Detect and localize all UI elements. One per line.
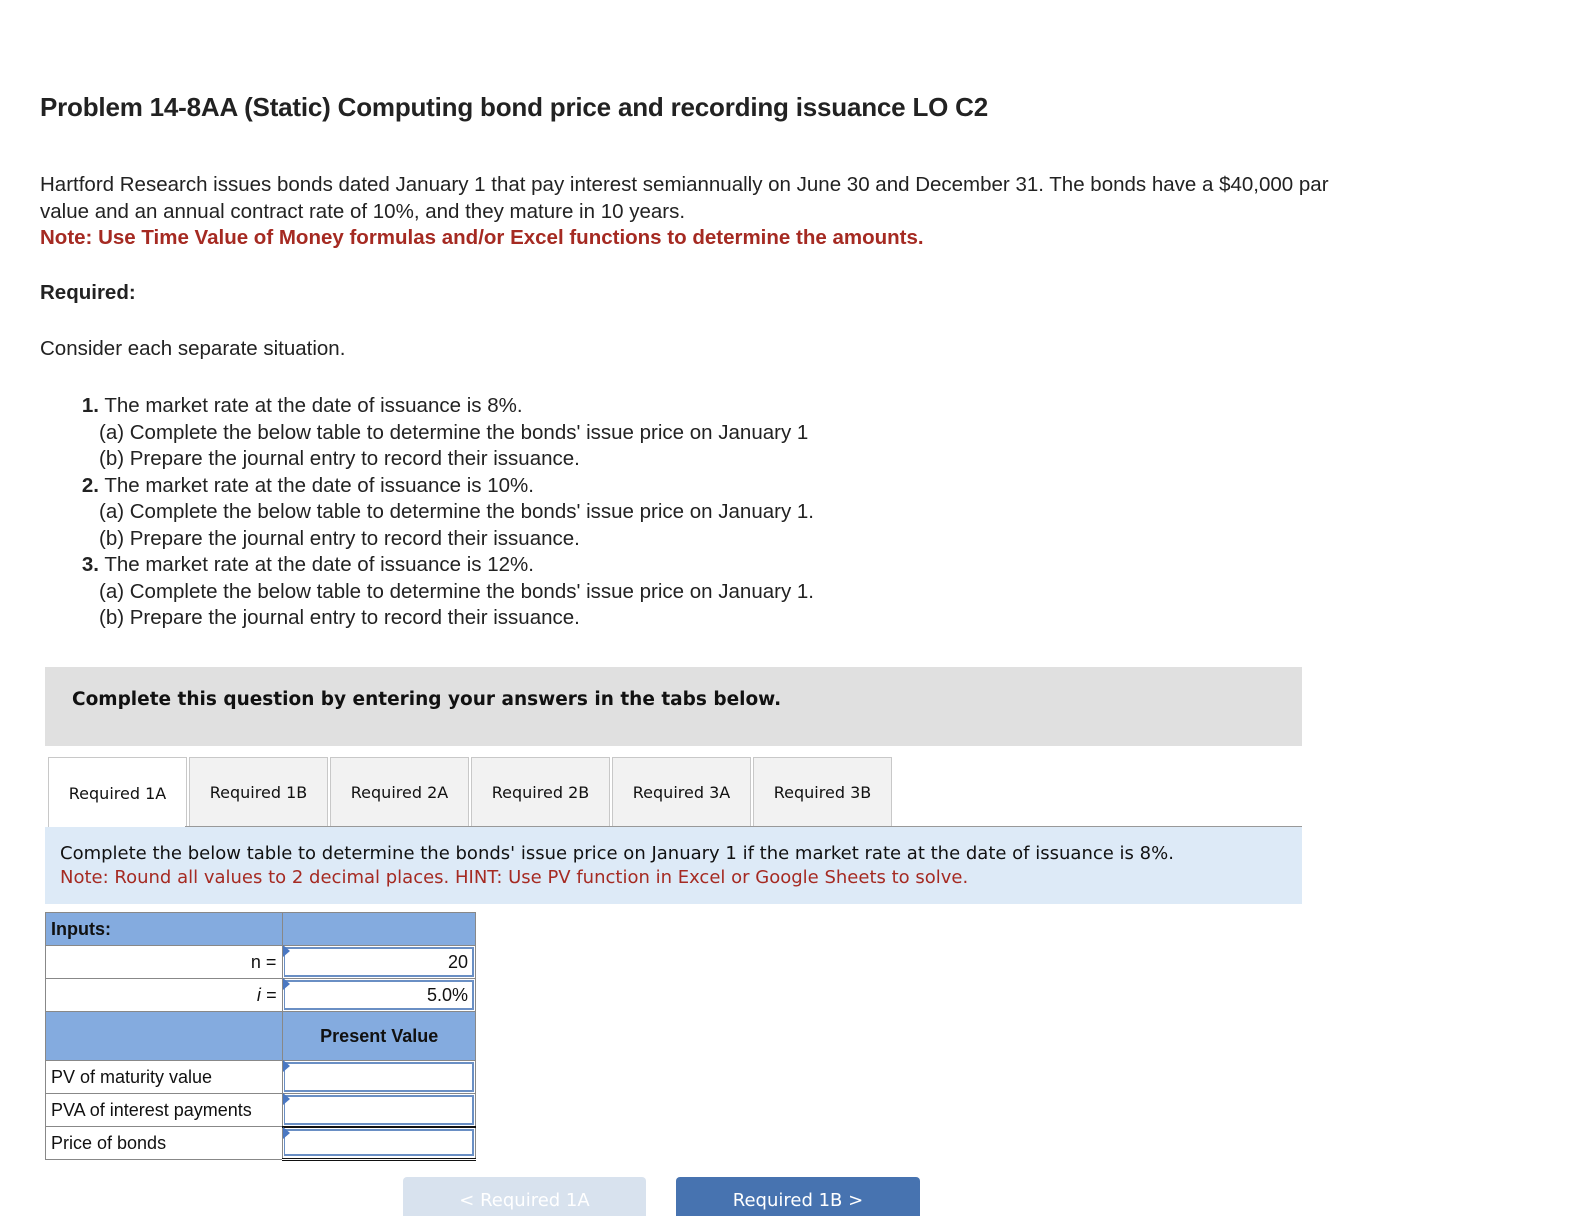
inputs-header-row — [46, 913, 476, 946]
n-label: n = — [46, 946, 283, 979]
instruction-banner — [45, 667, 1302, 746]
intro-text: Hartford Research issues bonds dated January 1 that pay interest semiannually on June 30 and December 31. The bonds have a $40,000 par value and an annual contract rate of 10%, and they mature in 10 years. — [40, 173, 1329, 223]
pv-maturity-label: PV of maturity value — [46, 1061, 283, 1094]
requirement-3 — [72, 552, 814, 632]
tab-instructions — [45, 827, 1302, 904]
requirement-1 — [72, 393, 814, 473]
n-input[interactable]: 20 — [284, 947, 474, 977]
requirement-text: The market rate at the date of issuance is 12%. — [104, 553, 534, 576]
inputs-header-blank — [283, 913, 476, 946]
price-of-bonds-label: Price of bonds — [46, 1127, 283, 1160]
tab-required-2a[interactable]: Required 2A — [330, 757, 469, 827]
tab-instruction-note: Note: Round all values to 2 decimal places. HINT: Use PV function in Excel or Google Sheets to solve. — [60, 867, 969, 888]
i-row — [46, 979, 476, 1012]
instruction-text: Complete this question by entering your answers in the tabs below. — [72, 689, 782, 710]
i-cell — [283, 979, 476, 1012]
requirement-sub-a: (a) Complete the below table to determine the bonds' issue price on January 1. — [99, 500, 814, 523]
problem-title: Problem 14-8AA (Static) Computing bond price and recording issuance LO C2 — [40, 92, 989, 122]
problem-intro — [40, 172, 1380, 252]
requirement-2 — [72, 473, 814, 553]
requirement-sub-b: (b) Prepare the journal entry to record their issuance. — [99, 526, 580, 550]
i-label — [46, 979, 283, 1012]
n-row — [46, 946, 476, 979]
prev-tab-button[interactable]: < Required 1A — [403, 1177, 646, 1216]
requirement-text: The market rate at the date of issuance is 10%. — [104, 473, 534, 497]
inputs-header: Inputs: — [46, 913, 283, 946]
pva-interest-input[interactable] — [284, 1095, 474, 1125]
pva-interest-label: PVA of interest payments — [46, 1094, 283, 1127]
input-flag-icon — [283, 978, 290, 990]
next-tab-button[interactable]: Required 1B > — [676, 1177, 920, 1216]
tab-required-1a[interactable]: Required 1A — [48, 757, 187, 828]
requirement-number: 2. — [81, 473, 99, 497]
consider-text: Consider each separate situation. — [40, 337, 346, 360]
price-of-bonds-input[interactable] — [284, 1129, 474, 1157]
requirement-text: The market rate at the date of issuance is 8%. — [104, 394, 523, 417]
input-flag-icon — [283, 1093, 290, 1105]
tab-required-3b[interactable]: Required 3B — [753, 757, 892, 827]
input-flag-icon — [283, 1127, 290, 1139]
input-flag-icon — [283, 1060, 290, 1072]
requirement-number: 1. — [81, 394, 99, 417]
requirement-sub-b: (b) Prepare the journal entry to record their issuance. — [99, 447, 580, 470]
price-of-bonds-row — [46, 1127, 476, 1160]
requirement-sub-a: (a) Complete the below table to determine the bonds' issue price on January 1. — [99, 579, 814, 603]
requirement-number: 3. — [81, 553, 99, 576]
intro-note: Note: Use Time Value of Money formulas and/or Excel functions to determine the amounts. — [40, 226, 924, 249]
tab-instruction-text: Complete the below table to determine the bonds' issue price on January 1 if the market rate at the date of issuance is 8%. — [60, 843, 1174, 864]
requirement-sub-b: (b) Prepare the journal entry to record their issuance. — [99, 606, 580, 629]
requirement-sub-a: (a) Complete the below table to determine the bonds' issue price on January 1 — [99, 420, 809, 444]
input-flag-icon — [283, 945, 290, 957]
tab-required-3a[interactable]: Required 3A — [612, 757, 751, 827]
requirements-list — [72, 393, 814, 632]
pv-maturity-input[interactable] — [284, 1062, 474, 1092]
required-heading: Required: — [40, 281, 136, 304]
n-cell — [283, 946, 476, 979]
tab-required-1b[interactable]: Required 1B — [189, 757, 328, 827]
pva-interest-cell — [283, 1094, 476, 1127]
pv-maturity-cell — [283, 1061, 476, 1094]
pv-header-blank — [46, 1012, 283, 1061]
tab-required-2b[interactable]: Required 2B — [471, 757, 610, 827]
pv-header-row — [46, 1012, 476, 1061]
pv-maturity-row — [46, 1061, 476, 1094]
tab-bar — [48, 757, 892, 827]
bond-price-table — [45, 912, 476, 1161]
i-input[interactable]: 5.0% — [284, 980, 474, 1010]
pv-header: Present Value — [283, 1012, 476, 1061]
price-of-bonds-cell — [283, 1127, 476, 1160]
i-label-text: i = — [256, 984, 277, 1005]
pva-interest-row — [46, 1094, 476, 1127]
